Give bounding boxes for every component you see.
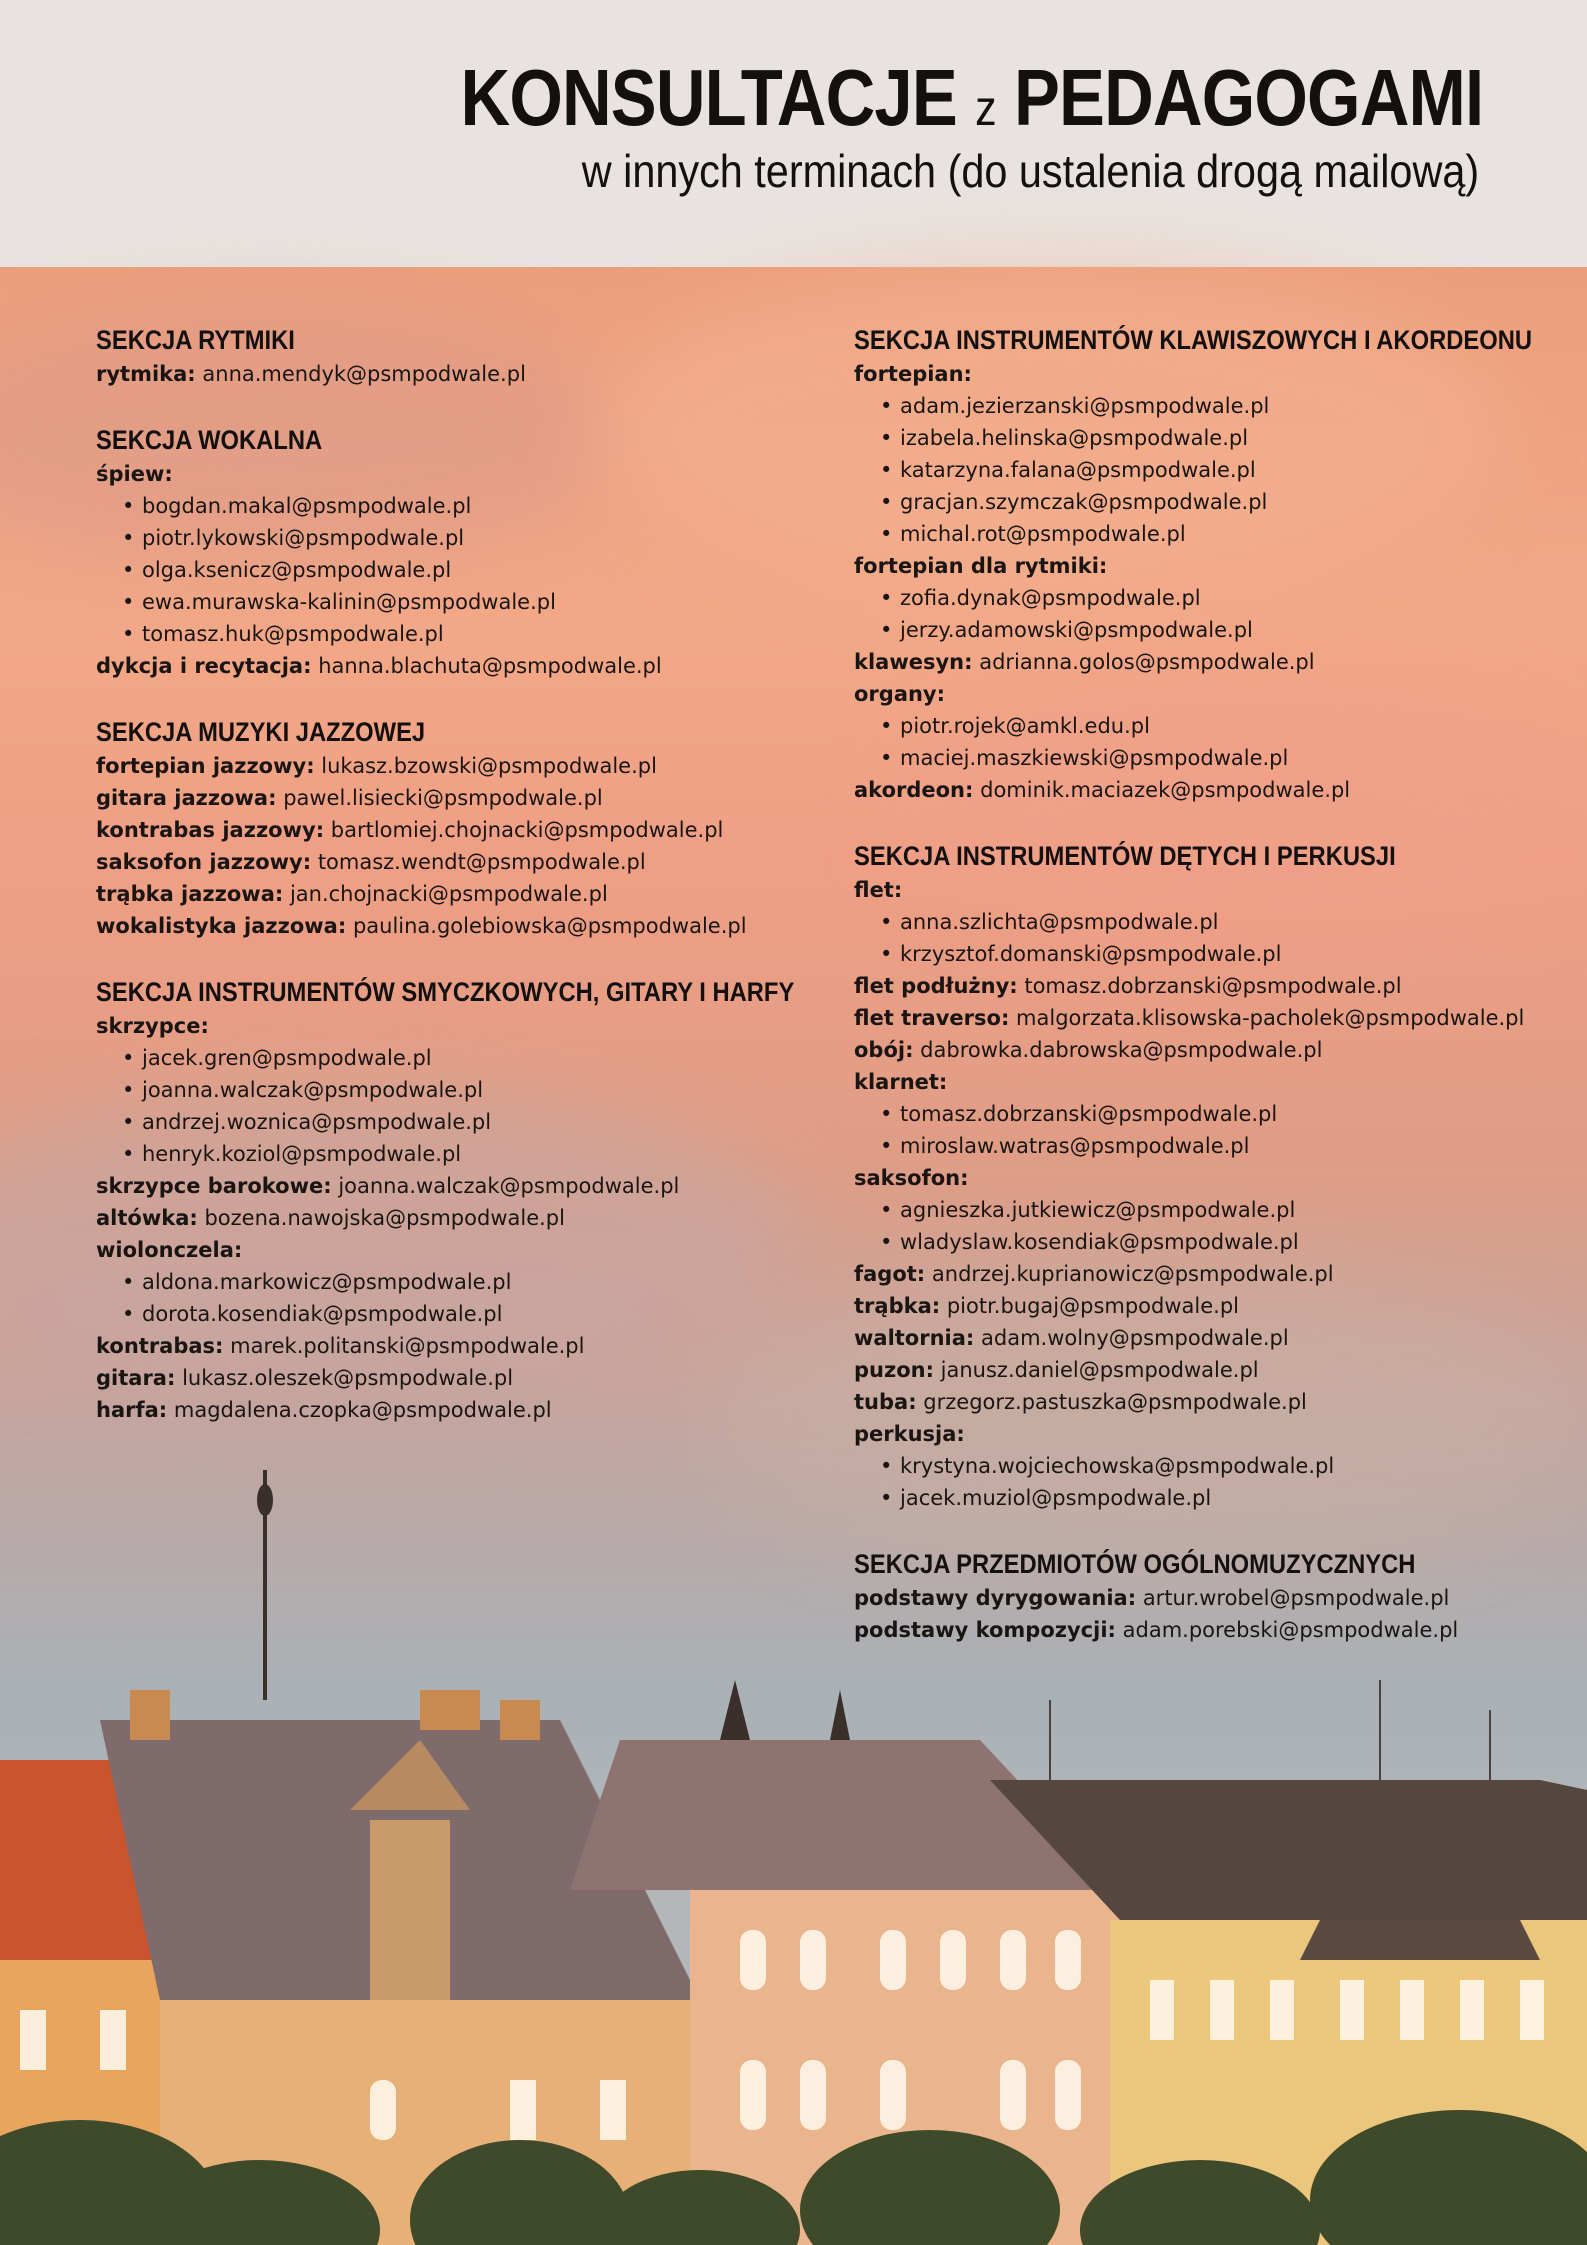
instrument-label: klawesyn:	[854, 650, 973, 674]
email-list	[854, 906, 1587, 970]
page-subtitle: w innych terminach (do ustalenia drogą mailową)	[581, 145, 1479, 197]
email-list-item[interactable]: • jerzy.adamowski@psmpodwale.pl	[854, 614, 1587, 646]
email-link[interactable]: adam.porebski@psmpodwale.pl	[1122, 1618, 1459, 1642]
section-title: SEKCJA PRZEDMIOTÓW OGÓLNOMUZYCZNYCH	[854, 1549, 1416, 1579]
contact-line	[854, 1258, 1587, 1290]
section-title: SEKCJA INSTRUMENTÓW SMYCZKOWYCH, GITARY I HARFY	[96, 977, 795, 1007]
contact-line	[854, 1034, 1587, 1066]
email-list-item[interactable]: • adam.jezierzanski@psmpodwale.pl	[854, 390, 1587, 422]
instrument-label: kontrabas:	[96, 1334, 224, 1358]
contact-line	[854, 1322, 1587, 1354]
contact-line	[854, 774, 1587, 806]
contact-line	[854, 1582, 1587, 1614]
email-link[interactable]: artur.wrobel@psmpodwale.pl	[1142, 1586, 1450, 1610]
contact-line	[96, 650, 890, 682]
email-link[interactable]: piotr.bugaj@psmpodwale.pl	[946, 1294, 1240, 1318]
email-list-item[interactable]: • tomasz.huk@psmpodwale.pl	[96, 618, 890, 650]
instrument-label: fagot:	[854, 1262, 926, 1286]
email-link[interactable]: grzegorz.pastuszka@psmpodwale.pl	[923, 1390, 1307, 1414]
contact-line	[96, 1170, 890, 1202]
email-list-item[interactable]: • anna.szlichta@psmpodwale.pl	[854, 906, 1587, 938]
section-title: SEKCJA MUZYKI JAZZOWEJ	[96, 717, 426, 747]
section	[96, 422, 890, 682]
instrument-label: gitara:	[96, 1366, 176, 1390]
email-list-item[interactable]: • tomasz.dobrzanski@psmpodwale.pl	[854, 1098, 1587, 1130]
email-list-item[interactable]: • maciej.maszkiewski@psmpodwale.pl	[854, 742, 1587, 774]
instrument-label: waltornia:	[854, 1326, 975, 1350]
instrument-label: fortepian jazzowy:	[96, 754, 315, 778]
instrument-label: podstawy dyrygowania:	[854, 1586, 1137, 1610]
section	[854, 838, 1587, 1514]
email-list-item[interactable]: • henryk.koziol@psmpodwale.pl	[96, 1138, 890, 1170]
email-list-item[interactable]: • izabela.helinska@psmpodwale.pl	[854, 422, 1587, 454]
email-link[interactable]: bozena.nawojska@psmpodwale.pl	[204, 1206, 565, 1230]
email-list-item[interactable]: • wladyslaw.kosendiak@psmpodwale.pl	[854, 1226, 1587, 1258]
instrument-label: saksofon:	[854, 1166, 969, 1190]
instrument-label: kontrabas jazzowy:	[96, 818, 325, 842]
email-list-item[interactable]: • zofia.dynak@psmpodwale.pl	[854, 582, 1587, 614]
section-title: SEKCJA WOKALNA	[96, 425, 323, 455]
email-list	[854, 390, 1587, 550]
instrument-label: wiolonczela:	[96, 1238, 243, 1262]
contact-line	[96, 458, 890, 490]
instrument-label: trąbka jazzowa:	[96, 882, 284, 906]
instrument-label: rytmika:	[96, 362, 196, 386]
instrument-label: harfa:	[96, 1398, 168, 1422]
contact-line	[854, 678, 1587, 710]
instrument-label: skrzypce barokowe:	[96, 1174, 332, 1198]
email-link[interactable]: andrzej.kuprianowicz@psmpodwale.pl	[931, 1262, 1334, 1286]
contact-line	[96, 878, 890, 910]
contact-line	[854, 1418, 1587, 1450]
page-title: KONSULTACJE z PEDAGOGAMI	[460, 53, 1483, 142]
email-list-item[interactable]: • jacek.muziol@psmpodwale.pl	[854, 1482, 1587, 1514]
contact-line	[854, 970, 1587, 1002]
instrument-label: klarnet:	[854, 1070, 948, 1094]
email-list-item[interactable]: • dorota.kosendiak@psmpodwale.pl	[96, 1298, 890, 1330]
contact-line	[854, 1354, 1587, 1386]
instrument-label: flet podłużny:	[854, 974, 1018, 998]
instrument-label: flet:	[854, 878, 903, 902]
instrument-label: altówka:	[96, 1206, 198, 1230]
contact-line	[96, 1010, 890, 1042]
header	[0, 0, 1587, 267]
email-list	[96, 490, 890, 650]
section	[96, 322, 890, 390]
contact-line	[96, 1362, 890, 1394]
contact-line	[96, 782, 890, 814]
instrument-label: fortepian:	[854, 362, 972, 386]
email-list-item[interactable]: • joanna.walczak@psmpodwale.pl	[96, 1074, 890, 1106]
email-link[interactable]: adrianna.golos@psmpodwale.pl	[979, 650, 1315, 674]
email-list	[854, 1194, 1587, 1258]
email-list	[854, 710, 1587, 774]
email-link[interactable]: tomasz.wendt@psmpodwale.pl	[317, 850, 646, 874]
email-list-item[interactable]: • piotr.lykowski@psmpodwale.pl	[96, 522, 890, 554]
instrument-label: gitara jazzowa:	[96, 786, 277, 810]
instrument-label: organy:	[854, 682, 946, 706]
instrument-label: skrzypce:	[96, 1014, 209, 1038]
email-list-item[interactable]: • olga.ksenicz@psmpodwale.pl	[96, 554, 890, 586]
email-link[interactable]: adam.wolny@psmpodwale.pl	[981, 1326, 1289, 1350]
instrument-label: fortepian dla rytmiki:	[854, 554, 1108, 578]
contact-line	[854, 1066, 1587, 1098]
email-link[interactable]: malgorzata.klisowska-pacholek@psmpodwale.pl	[1016, 1006, 1525, 1030]
email-link[interactable]: joanna.walczak@psmpodwale.pl	[338, 1174, 680, 1198]
email-link[interactable]: dominik.maciazek@psmpodwale.pl	[980, 778, 1351, 802]
email-list-item[interactable]: • krystyna.wojciechowska@psmpodwale.pl	[854, 1450, 1587, 1482]
contact-line	[96, 846, 890, 878]
contact-line	[854, 874, 1587, 906]
email-list-item[interactable]: • katarzyna.falana@psmpodwale.pl	[854, 454, 1587, 486]
email-link[interactable]: magdalena.czopka@psmpodwale.pl	[173, 1398, 552, 1422]
instrument-label: saksofon jazzowy:	[96, 850, 312, 874]
email-list	[854, 582, 1587, 646]
contact-line	[96, 1394, 890, 1426]
contact-line	[96, 750, 890, 782]
instrument-label: tuba:	[854, 1390, 917, 1414]
email-link[interactable]: paulina.golebiowska@psmpodwale.pl	[352, 914, 747, 938]
email-list-item[interactable]: • ewa.murawska-kalinin@psmpodwale.pl	[96, 586, 890, 618]
email-list-item[interactable]: • andrzej.woznica@psmpodwale.pl	[96, 1106, 890, 1138]
email-list	[854, 1098, 1587, 1162]
email-link[interactable]: janusz.daniel@psmpodwale.pl	[940, 1358, 1259, 1382]
instrument-label: akordeon:	[854, 778, 974, 802]
instrument-label: flet traverso:	[854, 1006, 1010, 1030]
instrument-label: dykcja i recytacja:	[96, 654, 312, 678]
email-link[interactable]: bartlomiej.chojnacki@psmpodwale.pl	[330, 818, 724, 842]
instrument-label: obój:	[854, 1038, 914, 1062]
instrument-label: wokalistyka jazzowa:	[96, 914, 347, 938]
email-list-item[interactable]: • jacek.gren@psmpodwale.pl	[96, 1042, 890, 1074]
email-link[interactable]: lukasz.bzowski@psmpodwale.pl	[321, 754, 657, 778]
contact-line	[854, 550, 1587, 582]
email-list-item[interactable]: • agnieszka.jutkiewicz@psmpodwale.pl	[854, 1194, 1587, 1226]
email-link[interactable]: dabrowka.dabrowska@psmpodwale.pl	[920, 1038, 1323, 1062]
email-link[interactable]: marek.politanski@psmpodwale.pl	[230, 1334, 585, 1358]
left-column	[96, 322, 890, 1458]
contact-line	[854, 646, 1587, 678]
contact-line	[96, 1202, 890, 1234]
email-list	[854, 1450, 1587, 1514]
instrument-label: perkusja:	[854, 1422, 965, 1446]
section-title: SEKCJA INSTRUMENTÓW KLAWISZOWYCH I AKORDEONU	[854, 325, 1533, 355]
email-list-item[interactable]: • bogdan.makal@psmpodwale.pl	[96, 490, 890, 522]
section-title: SEKCJA RYTMIKI	[96, 325, 295, 355]
email-list-item[interactable]: • michal.rot@psmpodwale.pl	[854, 518, 1587, 550]
instrument-label: trąbka:	[854, 1294, 941, 1318]
contact-line	[96, 910, 890, 942]
section	[854, 1546, 1587, 1646]
email-link[interactable]: pawel.lisiecki@psmpodwale.pl	[283, 786, 603, 810]
contact-line	[96, 358, 890, 390]
email-list-item[interactable]: • miroslaw.watras@psmpodwale.pl	[854, 1130, 1587, 1162]
right-column	[854, 322, 1587, 1678]
section	[854, 322, 1587, 806]
email-list-item[interactable]: • gracjan.szymczak@psmpodwale.pl	[854, 486, 1587, 518]
contact-line	[854, 1162, 1587, 1194]
contact-line	[854, 1614, 1587, 1646]
email-link[interactable]: anna.mendyk@psmpodwale.pl	[202, 362, 526, 386]
instrument-label: puzon:	[854, 1358, 934, 1382]
contact-line	[96, 814, 890, 846]
email-list-item[interactable]: • krzysztof.domanski@psmpodwale.pl	[854, 938, 1587, 970]
section	[96, 974, 890, 1426]
contact-line	[96, 1234, 890, 1266]
contact-line	[854, 1290, 1587, 1322]
contact-line	[96, 1330, 890, 1362]
contact-line	[854, 358, 1587, 390]
email-link[interactable]: jan.chojnacki@psmpodwale.pl	[289, 882, 608, 906]
email-list-item[interactable]: • piotr.rojek@amkl.edu.pl	[854, 710, 1587, 742]
section	[96, 714, 890, 942]
email-link[interactable]: lukasz.oleszek@psmpodwale.pl	[182, 1366, 514, 1390]
email-list	[96, 1042, 890, 1170]
contact-line	[854, 1386, 1587, 1418]
contact-line	[854, 1002, 1587, 1034]
email-list-item[interactable]: • aldona.markowicz@psmpodwale.pl	[96, 1266, 890, 1298]
email-link[interactable]: hanna.blachuta@psmpodwale.pl	[318, 654, 662, 678]
section-title: SEKCJA INSTRUMENTÓW DĘTYCH I PERKUSJI	[854, 841, 1396, 871]
email-list	[96, 1266, 890, 1330]
instrument-label: podstawy kompozycji:	[854, 1618, 1116, 1642]
instrument-label: śpiew:	[96, 462, 173, 486]
email-link[interactable]: tomasz.dobrzanski@psmpodwale.pl	[1024, 974, 1402, 998]
